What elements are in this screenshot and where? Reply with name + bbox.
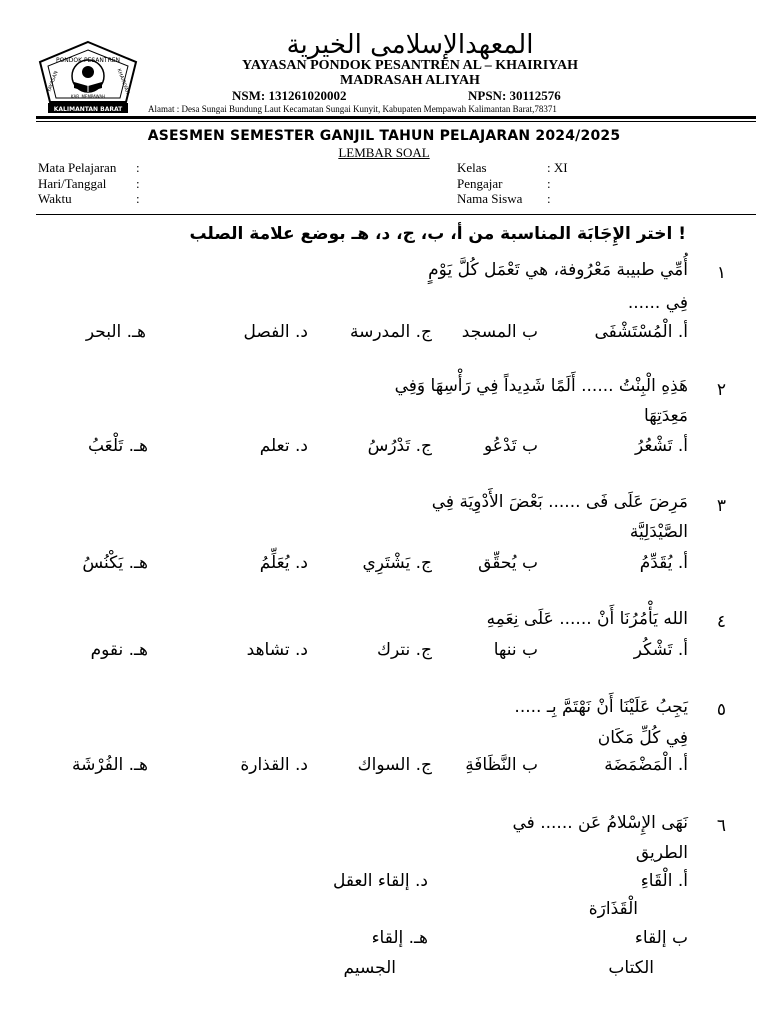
option-b-cont: الكتاب [608, 958, 654, 978]
logo-right-text: KHAIRIYAH [115, 68, 131, 96]
info-colon-subject: : [136, 160, 140, 175]
info-label-class: Kelas [457, 160, 487, 175]
option-b[interactable]: ب يُحقِّق [478, 553, 538, 573]
header-divider-thick [36, 116, 756, 119]
option-b[interactable]: ب المسجد [461, 322, 538, 342]
question-text: الله يَأْمُرُنَا أَنْ ...... عَلَى نِعَمِهِ [486, 609, 688, 629]
option-c[interactable]: ج. المدرسة [349, 322, 432, 342]
info-label-date: Hari/Tanggal [38, 176, 107, 191]
question-text-cont: مَعِدَتِهَا [644, 406, 688, 426]
exam-title: ASESMEN SEMESTER GANJIL TAHUN PELAJARAN 2024/2025 [147, 128, 621, 144]
option-e[interactable]: هـ. البحر [85, 322, 146, 342]
question-text-cont: فِي ...... [627, 293, 688, 313]
question-text: نَهَى الإِسْلامُ عَن ...... في [512, 813, 688, 833]
option-d[interactable]: د. إلقاء العقل [332, 871, 428, 891]
option-c[interactable]: ج. نترك [376, 640, 432, 660]
info-colon-date: : [136, 176, 140, 191]
question-number: ٥ [716, 700, 726, 720]
option-c[interactable]: ج. يَشْتَرِي [362, 553, 432, 573]
info-label-student: Nama Siswa [457, 191, 523, 206]
info-value-class: : XI [547, 160, 568, 175]
option-a-cont: الْقَذَارَة [588, 899, 638, 919]
option-e[interactable]: هـ. إلقاء [371, 928, 428, 948]
info-colon-student: : [547, 191, 551, 206]
option-e[interactable]: هـ. الفُرْشَة [72, 755, 148, 775]
npsn-number: NPSN: 30112576 [468, 88, 561, 103]
option-e[interactable]: هـ. نقوم [90, 640, 148, 660]
question-text: هَذِهِ الْبِنْتُ ...... أَلَمًا شَدِيداً فِي رَأْسِهَا وَفِي [394, 376, 688, 396]
option-b[interactable]: ب إلقاء [634, 928, 688, 948]
info-label-time: Waktu [38, 191, 72, 206]
option-d[interactable]: د. الفصل [243, 322, 308, 342]
logo-bottom-text: KALIMANTAN BARAT [53, 106, 123, 113]
school-logo [36, 40, 140, 118]
option-a[interactable]: أ. الْقَاءِ [640, 871, 688, 891]
option-e[interactable]: هـ. تَلْعَبُ [87, 436, 148, 456]
info-colon-time: : [136, 191, 140, 206]
school-arabic-name: المعهدالإسلامى الخيرية [286, 30, 534, 60]
info-colon-teacher: : [547, 176, 551, 191]
option-e-cont: الجسيم [343, 958, 396, 978]
option-b[interactable]: ب تَدْعُو [484, 436, 538, 456]
option-b[interactable]: ب النَّظَافَةِ [465, 755, 538, 775]
option-d[interactable]: د. يُعَلِّمُ [259, 553, 308, 573]
info-divider [36, 214, 756, 215]
exam-subtitle: LEMBAR SOAL [338, 145, 430, 160]
option-a[interactable]: أ. الْمُسْتَشْفَى [594, 322, 688, 342]
option-c[interactable]: ج. تَدْرُسُ [367, 436, 432, 456]
logo-band-text: KAB. MEMPAWAH [70, 94, 106, 99]
info-label-subject: Mata Pelajaran [38, 160, 117, 175]
school-address: Alamat : Desa Sungai Bundung Laut Kecamatan Sungai Kunyit, Kabupaten Mempawah Kalimantan Barat,78371 [148, 104, 557, 114]
option-c[interactable]: ج. السواك [357, 755, 432, 775]
option-d[interactable]: د. القذارة [240, 755, 308, 775]
instruction-text: ! اختر الإِجَابَة المناسبة من أ، ب، ج، د، هـ بوضع علامة الصلب [189, 224, 686, 244]
option-e[interactable]: هـ. يَكْنُسُ [82, 553, 148, 573]
info-label-teacher: Pengajar [457, 176, 503, 191]
option-a[interactable]: أ. يُقَدِّمُ [639, 553, 688, 573]
option-a[interactable]: أ. الْمَضْمَضَة [604, 755, 688, 775]
question-number: ٢ [716, 380, 726, 400]
school-level: MADRASAH ALIYAH [340, 73, 480, 88]
question-text-cont: الصَّيْدَلِيَّة [629, 522, 688, 542]
option-a[interactable]: أ. تَشْكُر [633, 640, 688, 660]
foundation-name: YAYASAN PONDOK PESANTREN AL – KHAIRIYAH [242, 58, 578, 73]
option-a[interactable]: أ. تَشْعُرُ [634, 436, 688, 456]
question-number: ١ [716, 263, 726, 283]
question-number: ٤ [716, 612, 726, 632]
logo-left-text: YAYASAN [46, 70, 60, 94]
question-text: يَجِبُ عَلَيْنَا أَنْ نَهْتَمَّ بِـ ..... [514, 697, 688, 717]
option-d[interactable]: د. تشاهد [246, 640, 308, 660]
logo-top-text: PONDOK PESANTREN [55, 57, 121, 64]
question-text: مَرِضَ عَلَى فَى ...... بَعْضَ الأَدْوِيَة فِي [431, 492, 688, 512]
header-divider-thin [36, 121, 756, 122]
question-text-cont: فِي كُلِّ مَكَان [597, 728, 688, 748]
question-number: ٣ [716, 496, 726, 516]
question-number: ٦ [716, 816, 726, 836]
option-d[interactable]: د. تعلم [259, 436, 308, 456]
question-text-cont: الطريق [635, 843, 688, 863]
option-b[interactable]: ب ننها [493, 640, 538, 660]
nsm-number: NSM: 131261020002 [232, 88, 347, 103]
question-text: أُمِّي طبيبة مَعْرُوفة، هي تَعْمَل كُلَّ يَوْمٍ [428, 260, 688, 280]
